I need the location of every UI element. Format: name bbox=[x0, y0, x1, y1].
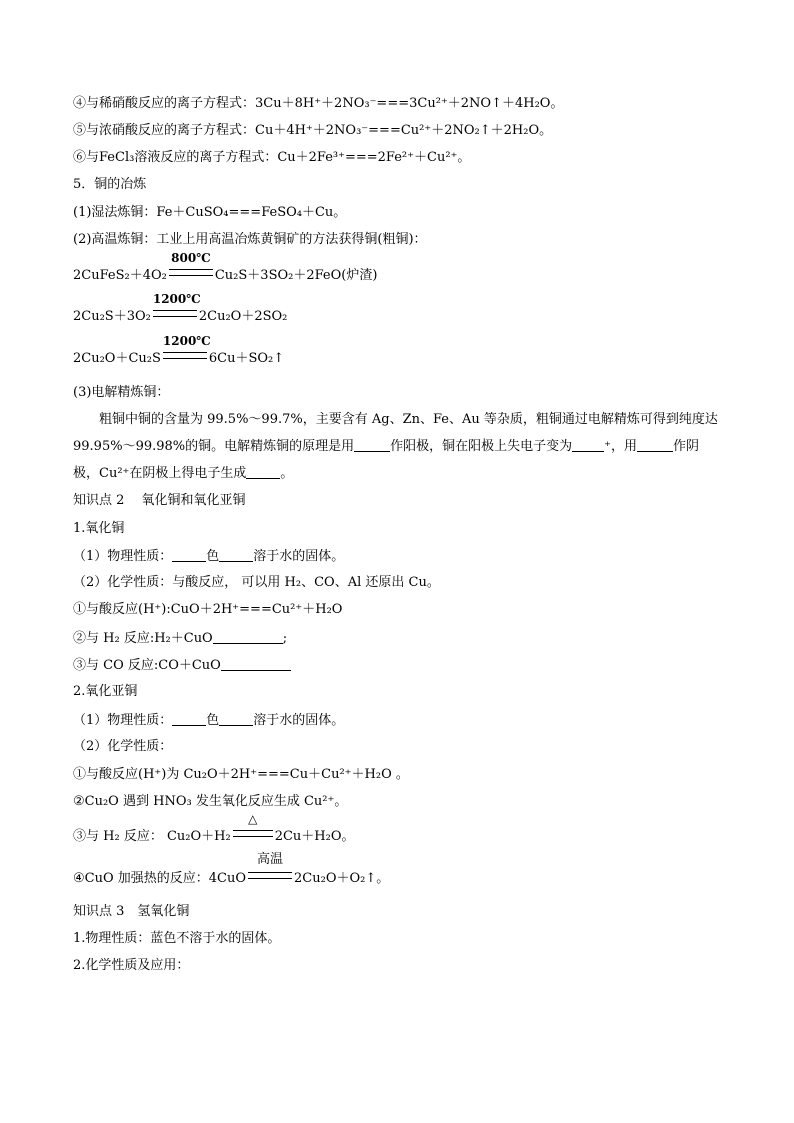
equation-1-arrow bbox=[169, 251, 213, 285]
blank-cuo-color[interactable] bbox=[172, 547, 206, 562]
reaction-concentrated-nitric: ⑤与浓硝酸反应的离子方程式：Cu＋4H⁺＋2NO₃⁻===Cu²⁺＋2NO₂↑＋2H₂O。 bbox=[73, 123, 553, 138]
equation-2-right: 2Cu₂O＋2SO₂ bbox=[198, 309, 288, 324]
cu2o-acid-reaction: ①与酸反应(H⁺)为 Cu₂O＋2H⁺===Cu＋Cu²⁺＋H₂O 。 bbox=[73, 767, 409, 782]
blank-cuo-h2[interactable] bbox=[213, 629, 283, 644]
equation-1-right: Cu₂S＋3SO₂＋2FeO(炉渣) bbox=[214, 268, 378, 283]
equation-3-arrow bbox=[162, 334, 211, 368]
knowledge-point-3: 知识点 3 氢氧化铜 bbox=[73, 904, 190, 919]
blank-cuo-solubility[interactable] bbox=[219, 547, 253, 562]
cu2o-title: 2.氧化亚铜 bbox=[73, 684, 138, 699]
blank-product[interactable] bbox=[246, 464, 280, 479]
cuo-co-reaction: ③与 CO 反应:CO＋CuO bbox=[73, 656, 291, 675]
equation-5-condition: 高温 bbox=[257, 852, 284, 867]
blank-cu2o-solubility[interactable] bbox=[219, 711, 253, 726]
electrolytic-refining: (3)电解精炼铜： bbox=[73, 385, 170, 400]
blank-ion[interactable] bbox=[572, 437, 604, 452]
refining-paragraph: 粗铜中铜的含量为 99.5%～99.7%，主要含有 Ag、Zn、Fe、Au 等杂质，粗铜通过电解精炼可得到纯度达 99.95%～99.98%的铜。电解精炼铜的原理是用 作阳极，铜在阳极上失电子变为 ⁺，用 作阴极，Cu²⁺在阴极上得电子生成 。 bbox=[73, 412, 718, 481]
blank-anode[interactable] bbox=[354, 437, 390, 452]
equation-2 bbox=[73, 292, 288, 326]
cuo-chemical: （2）化学性质：与酸反应， 可以用 H₂、CO、Al 还原出 Cu。 bbox=[73, 575, 440, 590]
equation-3-left: 2Cu₂O＋Cu₂S bbox=[73, 351, 161, 366]
equation-2-condition: 1200℃ bbox=[152, 292, 201, 306]
cuoh-chemical: 2.化学性质及应用： bbox=[73, 958, 190, 973]
cuo-title: 1.氧化铜 bbox=[73, 521, 125, 536]
blank-cuo-co[interactable] bbox=[221, 656, 291, 671]
equation-5 bbox=[73, 852, 390, 888]
high-temp-smelting: (2)高温炼铜：工业上用高温冶炼黄铜矿的方法获得铜(粗铜)： bbox=[73, 232, 427, 247]
equation-1 bbox=[73, 251, 378, 285]
equation-5-right: 2Cu₂O＋O₂↑。 bbox=[294, 871, 390, 886]
equation-4-left: ③与 H₂ 反应： Cu₂O＋H₂ bbox=[73, 829, 231, 844]
blank-cathode[interactable] bbox=[637, 437, 673, 452]
reaction-dilute-nitric: ④与稀硝酸反应的离子方程式：3Cu＋8H⁺＋2NO₃⁻===3Cu²⁺＋2NO↑＋4H₂O。 bbox=[73, 96, 564, 111]
knowledge-point-2: 知识点 2 氧化铜和氧化亚铜 bbox=[73, 493, 246, 508]
cu2o-physical: （1）物理性质： 色 溶于水的固体。 bbox=[73, 713, 345, 728]
equation-5-arrow bbox=[248, 852, 292, 888]
equation-3 bbox=[73, 334, 285, 368]
equation-2-left: 2Cu₂S＋3O₂ bbox=[73, 309, 151, 324]
cuo-physical: （1）物理性质： 色 溶于水的固体。 bbox=[73, 549, 345, 564]
blank-cu2o-color[interactable] bbox=[172, 711, 206, 726]
equation-4-right: 2Cu＋H₂O。 bbox=[274, 829, 355, 844]
equation-1-left: 2CuFeS₂＋4O₂ bbox=[73, 268, 167, 283]
equation-4-arrow bbox=[233, 812, 273, 846]
cuoh-physical: 1.物理性质：蓝色不溶于水的固体。 bbox=[73, 931, 281, 946]
section-copper-smelting: 5．铜的冶炼 bbox=[73, 177, 147, 192]
equation-4-condition: △ bbox=[248, 812, 258, 826]
reaction-ferric-chloride: ⑥与FeCl₃溶液反应的离子方程式：Cu＋2Fe³⁺===2Fe²⁺＋Cu²⁺。 bbox=[73, 150, 471, 165]
cu2o-chemical: （2）化学性质： bbox=[73, 739, 173, 754]
equation-3-condition: 1200℃ bbox=[162, 334, 211, 348]
cuo-h2-reaction: ②与 H₂ 反应:H₂＋CuO ; bbox=[73, 631, 288, 646]
equation-4 bbox=[73, 812, 355, 846]
cu2o-nitric-oxidation: ②Cu₂O 遇到 HNO₃ 发生氧化反应生成 Cu²⁺。 bbox=[73, 794, 348, 809]
wet-smelting: (1)湿法炼铜：Fe＋CuSO₄===FeSO₄＋Cu。 bbox=[73, 205, 347, 220]
equation-1-condition: 800℃ bbox=[171, 251, 211, 265]
equation-2-arrow bbox=[152, 292, 201, 326]
equation-3-right: 6Cu＋SO₂↑ bbox=[208, 351, 285, 366]
cuo-acid-reaction: ①与酸反应(H⁺):CuO＋2H⁺===Cu²⁺＋H₂O bbox=[73, 602, 343, 617]
equation-5-left: ④CuO 加强热的反应：4CuO bbox=[73, 871, 247, 886]
